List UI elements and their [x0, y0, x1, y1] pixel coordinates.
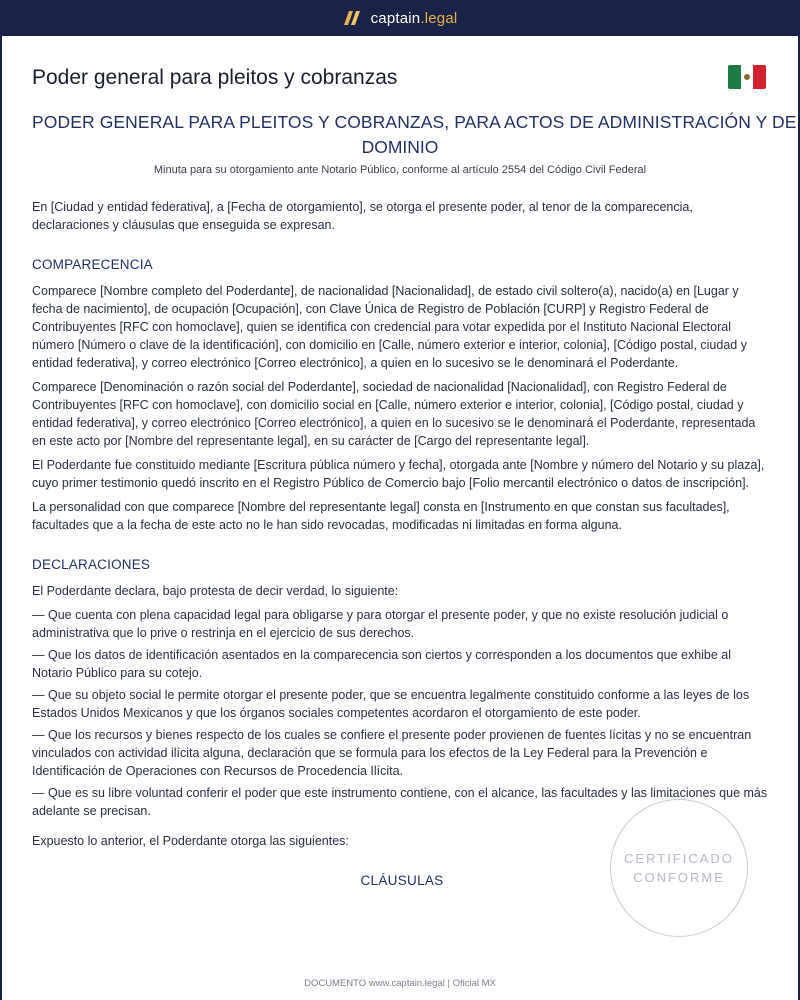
section-heading-declaraciones: DECLARACIONES — [32, 557, 151, 572]
declaraciones-lead: El Poderdante declara, bajo protesta de decir verdad, lo siguiente: — [32, 584, 399, 598]
document-heading: PODER GENERAL PARA PLEITOS Y COBRANZAS, PARA ACTOS DE ADMINISTRACIÓN Y DE — [32, 112, 797, 132]
document-subtitle: Minuta para su otorgamiento ante Notario Público, conforme al artículo 2554 del Código Civil Federal — [153, 164, 647, 176]
document-footer: DOCUMENTO www.captain.legal | Oficial MX — [2, 974, 798, 993]
content-fade — [2, 931, 798, 976]
comparecencia-paragraph: El Poderdante fue constituido mediante [Escritura pública número y fecha], otorgada ante [Nombre y número del Notario y su plaza], cuyo primer testimonio quedó inscrito en el Registro Público de Comercio bajo [Folio mercantil electrónico o datos de inscripción]. — [32, 458, 765, 490]
document-sheet — [2, 36, 798, 1000]
brand[interactable] — [343, 9, 458, 27]
declaraciones-closing: Expuesto lo anterior, el Poderdante otorga las siguientes: — [32, 834, 349, 848]
section-heading-clausulas: CLÁUSULAS — [360, 873, 444, 888]
declaracion-item: — Que los datos de identificación asentados en la comparecencia son ciertos y corresponden a los documentos que exhibe al Notario Público para su cotejo. — [32, 648, 732, 680]
brand-name: captain.legal — [370, 9, 458, 27]
certification-seal — [610, 799, 748, 937]
declaracion-item: — Que cuenta con plena capacidad legal para obligarse y para otorgar el presente poder, y que no existe resolución judicial o administrativa que lo prive o restrinja en el ejercicio de sus derechos. — [32, 608, 729, 640]
declaracion-item: — Que los recursos y bienes respecto de los cuales se confiere el presente poder provienen de fuentes lícitas y no se encuentran vinculados con actividad ilícita alguna, declaración que se formula para los efectos de la Ley Federal para la Prevención e Identificación de Operaciones con Recursos de Procedencia Ilícita. — [32, 728, 752, 778]
seal-line: CONFORME — [633, 870, 725, 885]
declaracion-item: — Que su objeto social le permite otorgar el presente poder, que se encuentra legalmente constituido conforme a las leyes de los Estados Unidos Mexicanos y que los órganos sociales competentes acordaron el otorgamiento de este poder. — [32, 688, 750, 720]
document-title: Poder general para pleitos y cobranzas — [32, 66, 398, 89]
mexico-flag-icon — [728, 65, 766, 89]
intro-paragraph: En [Ciudad y entidad federativa], a [Fecha de otorgamiento], se otorga el presente poder, al tenor de la comparecencia, declaraciones y cláusulas que enseguida se expresan. — [32, 200, 693, 232]
captain-legal-logo-icon — [343, 9, 363, 27]
seal-line: CERTIFICADO — [624, 851, 734, 866]
top-bar — [0, 0, 800, 36]
comparecencia-paragraph: La personalidad con que comparece [Nombre del representante legal] consta en [Instrumento en que constan sus facultades], facultades que a la fecha de este acto no le han sido revocadas, modificadas ni limitadas en forma alguna. — [32, 500, 730, 532]
declaracion-item: — Que es su libre voluntad conferir el poder que este instrumento contiene, con el alcance, las facultades y las limitaciones que más adelante se precisan. — [32, 786, 768, 818]
comparecencia-paragraph: Comparece [Nombre completo del Poderdante], de nacionalidad [Nacionalidad], de estado civil soltero(a), nacido(a) en [Lugar y fecha de nacimiento], de ocupación [Ocupación], con Clave Única de Registro de Población [CURP] y Registro Federal de Contribuyentes [RFC con homoclave], quien se identifica con credencial para votar expedida por el Instituto Nacional Electoral número [Número o clave de la identificación], con domicilio en [Calle, número exterior e interior, colonia], [Código postal, ciudad y entidad federativa], y correo electrónico [Correo electrónico], a quien en lo sucesivo se le denominará el Poderdante. — [32, 284, 747, 370]
comparecencia-paragraph: Comparece [Denominación o razón social del Poderdante], sociedad de nacionalidad [Nacionalidad], con Registro Federal de Contribuyentes [RFC con homoclave], con domicilio social en [Calle, número exterior e interior, colonia], [Código postal, ciudad y entidad federativa], y correo electrónico [Correo electrónico], a quien en lo sucesivo se le denominará el Poderdante, representada en este acto por [Nombre del representante legal], en su carácter de [Cargo del representante legal]. — [32, 380, 756, 448]
document-heading-continued: DOMINIO — [361, 137, 439, 157]
document-body — [32, 198, 772, 890]
section-heading-comparecencia: COMPARECENCIA — [32, 257, 153, 272]
